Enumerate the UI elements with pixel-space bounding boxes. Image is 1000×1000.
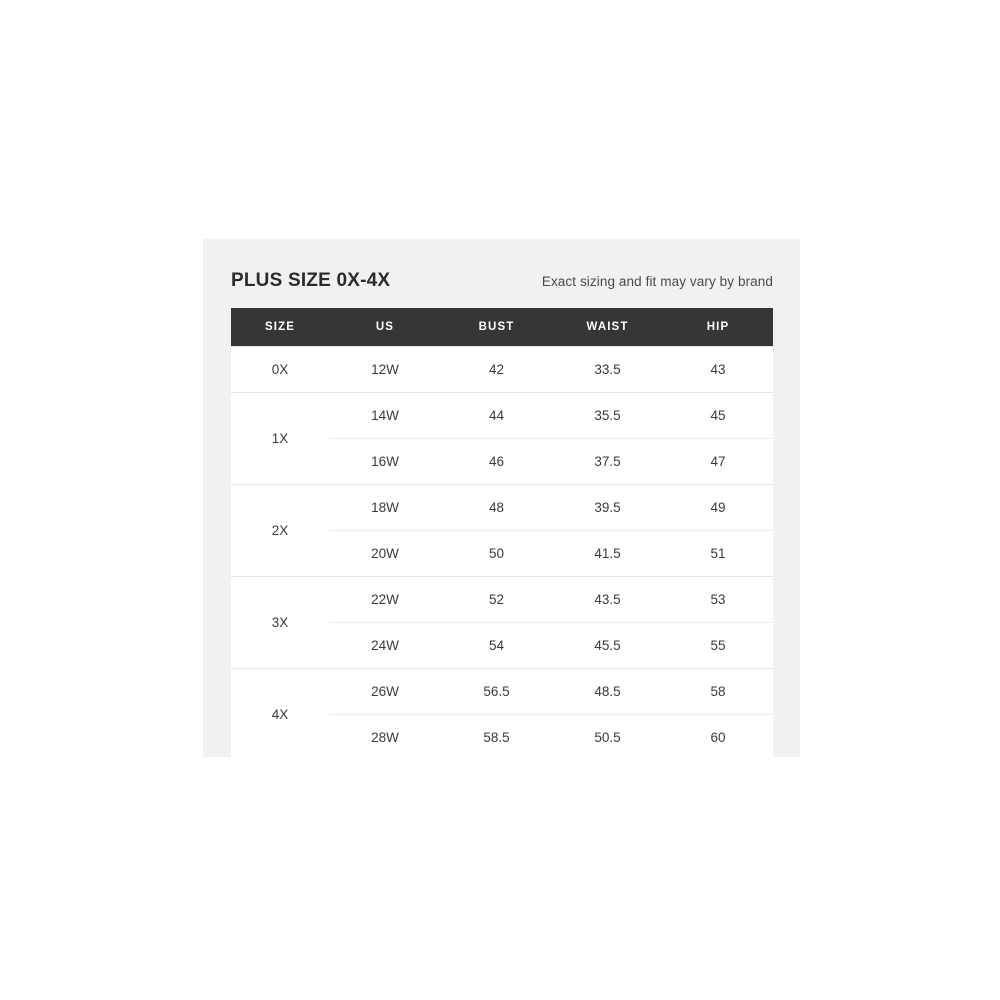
cell-bust: 46 [441,439,552,485]
cell-us: 16W [329,439,441,485]
table-row [231,577,773,623]
cell-bust: 42 [441,347,552,393]
size-group-label: 3X [231,577,329,669]
table-row [231,393,773,439]
size-table-container [231,308,773,760]
cell-waist: 43.5 [552,577,663,623]
sizing-disclaimer: Exact sizing and fit may vary by brand [541,274,773,289]
cell-waist: 39.5 [552,485,663,531]
cell-us: 14W [329,393,441,439]
table-row [231,347,773,393]
table-body [231,347,773,761]
cell-waist: 41.5 [552,531,663,577]
column-header-size: SIZE [231,308,329,347]
cell-waist: 33.5 [552,347,663,393]
cell-us: 18W [329,485,441,531]
page-title: PLUS SIZE 0X-4X [231,270,391,291]
cell-hip: 53 [663,577,773,623]
cell-waist: 45.5 [552,623,663,669]
column-header-bust: BUST [441,308,552,347]
cell-us: 24W [329,623,441,669]
card-header [231,270,773,292]
cell-bust: 54 [441,623,552,669]
cell-hip: 55 [663,623,773,669]
cell-hip: 45 [663,393,773,439]
size-group-label: 0X [231,347,329,393]
cell-bust: 52 [441,577,552,623]
cell-bust: 58.5 [441,715,552,761]
cell-bust: 48 [441,485,552,531]
cell-hip: 49 [663,485,773,531]
cell-hip: 43 [663,347,773,393]
cell-us: 22W [329,577,441,623]
table-row [231,485,773,531]
cell-hip: 58 [663,669,773,715]
cell-waist: 37.5 [552,439,663,485]
size-group-label: 4X [231,669,329,761]
table-row [231,669,773,715]
column-header-us: US [329,308,441,347]
column-header-waist: WAIST [552,308,663,347]
size-group-label: 1X [231,393,329,485]
cell-hip: 47 [663,439,773,485]
table-header-row [231,308,773,347]
table-header [231,308,773,347]
cell-us: 26W [329,669,441,715]
cell-bust: 56.5 [441,669,552,715]
cell-waist: 35.5 [552,393,663,439]
size-table [231,308,773,760]
cell-us: 12W [329,347,441,393]
cell-waist: 50.5 [552,715,663,761]
cell-us: 28W [329,715,441,761]
cell-hip: 60 [663,715,773,761]
cell-us: 20W [329,531,441,577]
size-chart-card [203,239,800,757]
cell-hip: 51 [663,531,773,577]
cell-waist: 48.5 [552,669,663,715]
cell-bust: 50 [441,531,552,577]
column-header-hip: HIP [663,308,773,347]
size-group-label: 2X [231,485,329,577]
cell-bust: 44 [441,393,552,439]
